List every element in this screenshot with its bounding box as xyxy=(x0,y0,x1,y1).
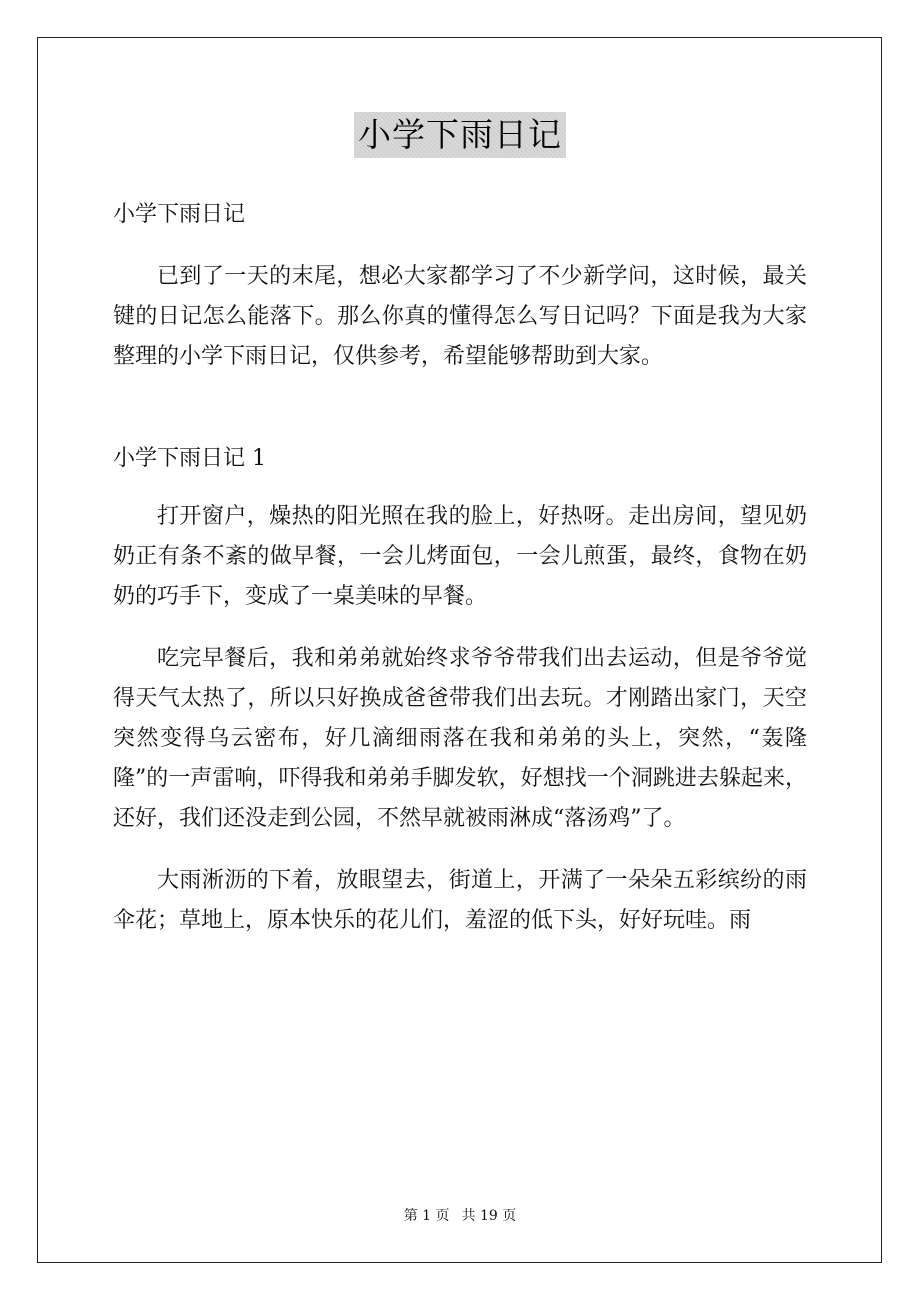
spacer xyxy=(113,839,807,861)
section1-paragraph-3: 大雨淅沥的下着，放眼望去，街道上，开满了一朵朵五彩缤纷的雨伞花；草地上，原本快乐的花儿们，羞涩的低下头，好好玩哇。雨 xyxy=(113,868,807,933)
page-number: 第 1 页 xyxy=(403,1208,450,1224)
spacer xyxy=(113,617,807,639)
spacer xyxy=(113,479,807,497)
document-title: 小学下雨日记 xyxy=(354,112,566,158)
page-footer xyxy=(0,1206,920,1226)
spacer xyxy=(113,377,807,439)
intro-paragraph: 已到了一天的末尾，想必大家都学习了不少新学问，这时候，最关键的日记怎么能落下。那么你真的懂得怎么写日记吗？下面是我为大家整理的小学下雨日记，仅供参考，希望能够帮助到大家。 xyxy=(113,264,807,369)
title-container xyxy=(0,112,920,158)
document-body xyxy=(113,195,807,941)
spacer xyxy=(113,235,807,257)
section1-paragraph-1: 打开窗户，燥热的阳光照在我的脸上，好热呀。走出房间，望见奶奶正有条不紊的做早餐，一会儿烤面包，一会儿煎蛋，最终，食物在奶奶的巧手下，变成了一桌美味的早餐。 xyxy=(113,504,807,609)
section1-heading: 小学下雨日记 1 xyxy=(113,446,266,471)
intro-heading: 小学下雨日记 xyxy=(113,202,246,227)
section1-paragraph-2: 吃完早餐后，我和弟弟就始终求爷爷带我们出去运动，但是爷爷觉得天气太热了，所以只好换成爸爸带我们出去玩。才刚踏出家门，天空突然变得乌云密布，好几滴细雨落在我和弟弟的头上，突然，“轰隆隆”的一声雷响，吓得我和弟弟手脚发软，好想找一个洞跳进去躲起来，还好，我们还没走到公园，不然早就被雨淋成“落汤鸡”了。 xyxy=(113,646,807,831)
page-total: 共 19 页 xyxy=(461,1208,517,1224)
